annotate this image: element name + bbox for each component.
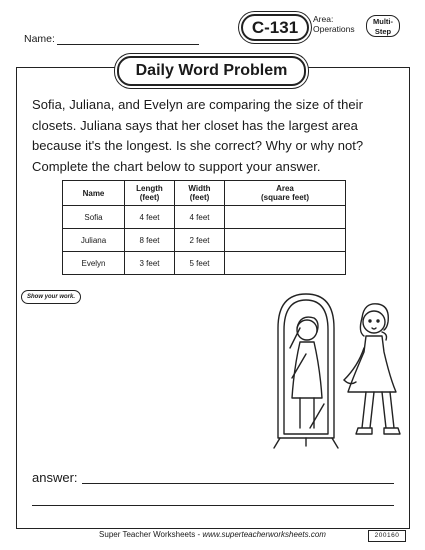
page-title: Daily Word Problem xyxy=(117,56,306,86)
cell-length: 3 feet xyxy=(125,252,175,275)
answer-line[interactable] xyxy=(82,483,394,484)
cell-name: Evelyn xyxy=(63,252,125,275)
table-row xyxy=(63,229,346,252)
cell-name: Juliana xyxy=(63,229,125,252)
name-line[interactable] xyxy=(57,44,199,45)
cell-name: Sofia xyxy=(63,206,125,229)
header-length: Length (feet) xyxy=(125,181,175,206)
cell-area-input[interactable] xyxy=(225,206,346,229)
footer-url: www.superteacherworksheets.com xyxy=(202,530,326,539)
cell-area-input[interactable] xyxy=(225,229,346,252)
step-line-1: Multi- xyxy=(373,17,393,26)
footer-prefix: Super Teacher Worksheets - xyxy=(99,530,203,539)
topic-line-1: Area: xyxy=(313,14,334,24)
topic-line-2: Operations xyxy=(313,23,355,34)
name-label: Name: xyxy=(24,33,55,45)
step-line-2: Step xyxy=(374,26,392,36)
header-name: Name xyxy=(63,181,125,206)
cell-width: 5 feet xyxy=(175,252,225,275)
show-work-label: Show your work. xyxy=(21,290,81,304)
cell-area-input[interactable] xyxy=(225,252,346,275)
girl-mirror-illustration xyxy=(270,288,410,453)
header-area: Area (square feet) xyxy=(225,181,346,206)
worksheet-code-badge: C-131 xyxy=(241,14,309,41)
cell-length: 8 feet xyxy=(125,229,175,252)
cell-width: 4 feet xyxy=(175,206,225,229)
table-row xyxy=(63,252,346,275)
footer-credit xyxy=(0,530,425,539)
header-width: Width (feet) xyxy=(175,181,225,206)
table-header-row xyxy=(63,181,346,206)
cell-width: 2 feet xyxy=(175,229,225,252)
cell-length: 4 feet xyxy=(125,206,175,229)
answer-line[interactable] xyxy=(32,505,394,506)
footer-code: 200160 xyxy=(368,530,406,542)
table-row xyxy=(63,206,346,229)
area-table xyxy=(62,180,346,275)
answer-label: answer: xyxy=(32,470,78,485)
problem-text: Sofia, Juliana, and Evelyn are comparing the size of their closets. Juliana says that her closet has the largest area because it's the longest. Is she correct? Why or why not? Complete the chart below to support your answer. xyxy=(32,97,364,174)
topic-label xyxy=(313,15,355,34)
multi-step-badge xyxy=(366,15,400,37)
